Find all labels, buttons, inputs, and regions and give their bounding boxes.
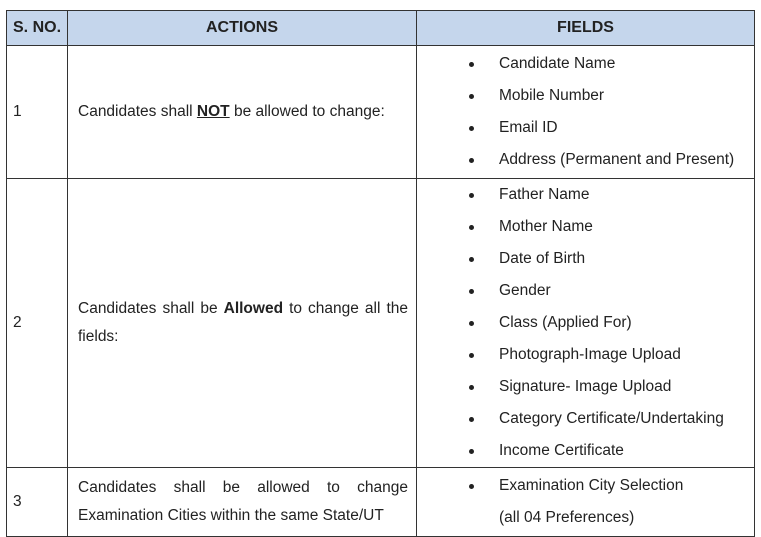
- header-fields: FIELDS: [417, 11, 755, 46]
- field-item: Father Name: [417, 179, 754, 211]
- table-row: [7, 179, 755, 468]
- field-item: Category Certificate/Undertaking: [417, 403, 754, 435]
- field-item: Examination City Selection: [417, 470, 754, 502]
- field-item: Email ID: [417, 112, 754, 144]
- action-text: Candidates shall be: [78, 300, 224, 317]
- field-item: Gender: [417, 275, 754, 307]
- field-item: Class (Applied For): [417, 307, 754, 339]
- row-sno: 1: [7, 46, 68, 179]
- table-row: [7, 468, 755, 537]
- header-row: [7, 11, 755, 46]
- header-sno: S. NO.: [7, 11, 68, 46]
- field-item: Candidate Name: [417, 48, 754, 80]
- row-action: [68, 179, 417, 468]
- row-action: [68, 46, 417, 179]
- field-item: Address (Permanent and Present): [417, 144, 754, 176]
- action-text: be allowed to change:: [229, 103, 385, 120]
- row-sno: 3: [7, 468, 68, 537]
- field-item: Photograph-Image Upload: [417, 339, 754, 371]
- action-text: Candidates shall: [78, 103, 197, 120]
- action-emphasis: NOT: [196, 103, 230, 120]
- field-item-continued: (all 04 Preferences): [499, 509, 635, 526]
- row-fields: [417, 468, 755, 537]
- row-action: Candidates shall be allowed to change Examination Cities within the same State/UT: [68, 468, 417, 537]
- row-sno: 2: [7, 179, 68, 468]
- row-fields: [417, 179, 755, 468]
- field-item: Income Certificate: [417, 435, 754, 467]
- header-actions: ACTIONS: [68, 11, 417, 46]
- table-row: [7, 46, 755, 179]
- action-text: to change all the fields:: [78, 300, 408, 345]
- fields-change-table: [6, 10, 755, 537]
- action-emphasis: Allowed: [223, 300, 284, 317]
- row-fields: [417, 46, 755, 179]
- field-item: Signature- Image Upload: [417, 371, 754, 403]
- field-item: Date of Birth: [417, 243, 754, 275]
- field-item: Mother Name: [417, 211, 754, 243]
- field-item: Mobile Number: [417, 80, 754, 112]
